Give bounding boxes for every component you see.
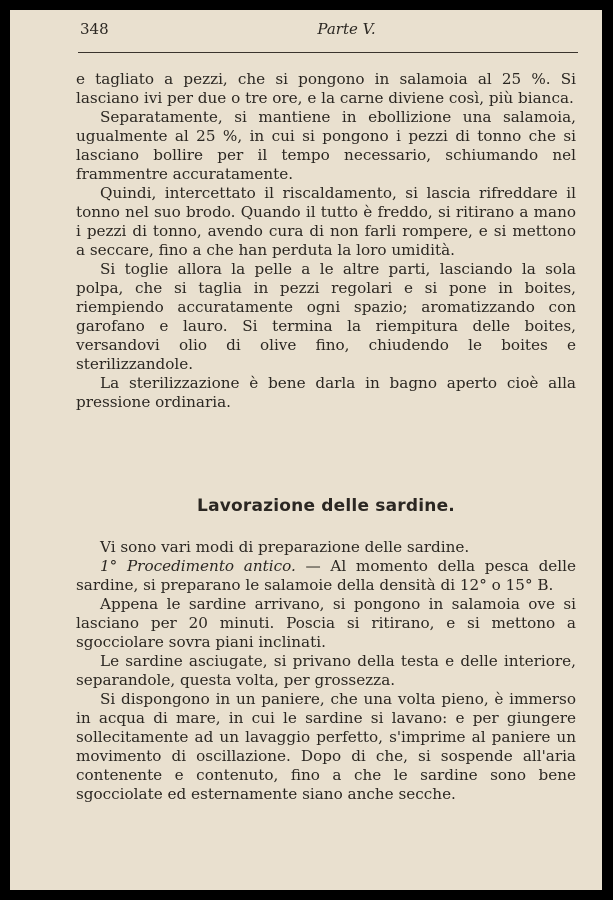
paragraph: Quindi, intercettato il riscaldamento, si lascia rifreddare il tonno nel suo brodo. Quando il tutto è freddo, si ritirano a mano i pezzi di tonno, avendo cura di non farli rompere, e si mettono a seccare, fino a che han perduta la loro umidità. [76, 184, 576, 259]
procedure-text: — Al momento della pesca delle sardine, si preparano le salamoie della densità di 12° o 15° B. [76, 557, 576, 594]
paragraph: e tagliato a pezzi, che si pongono in salamoia al 25 %. Si lasciano ivi per due o tre ore, e la carne diviene così, più bianca. [76, 70, 576, 107]
book-page [10, 10, 602, 890]
procedure-label: 1° Procedimento antico. [100, 557, 296, 575]
running-title: Parte V. [317, 20, 376, 38]
paragraph: Separatamente, si mantiene in ebollizione una salamoia, ugualmente al 25 %, in cui si pongono i pezzi di tonno che si lasciano bollire per il tempo necessario, schiumando nel frammentre accuratamente. [76, 108, 576, 183]
page-number: 348 [80, 20, 109, 38]
paragraph: La sterilizzazione è bene darla in bagno aperto cioè alla pressione ordinaria. [76, 374, 576, 411]
paragraph: Si toglie allora la pelle a le altre parti, lasciando la sola polpa, che si taglia in pezzi regolari e si pone in boites, riempiendo accuratamente ogni spazio; aromatizzando con garofano e lauro. Si termina la riempitura delle boites, versandovi olio di olive fino, chiudendo le boites e sterilizzandole. [76, 260, 576, 373]
section-heading: Lavorazione delle sardine. [197, 496, 455, 516]
section-tonno-text [76, 70, 576, 412]
header-rule [78, 52, 578, 53]
running-head [74, 20, 579, 44]
section-sardine-text [76, 538, 576, 804]
intro-paragraph: Vi sono vari modi di preparazione delle sardine. [100, 538, 470, 556]
paragraph: Le sardine asciugate, si privano della testa e delle interiore, separandole, questa volta, per grossezza. [76, 652, 576, 689]
paragraph: Si dispongono in un paniere, che una volta pieno, è immerso in acqua di mare, in cui le sardine si lavano: e per giungere sollecitamente ad un lavaggio perfetto, s'imprime al paniere un movimento di oscillazione. Dopo di che, si sospende all'aria contenente e contenuto, fino a che le sardine sono bene sgocciolate ed esternamente siano anche secche. [76, 690, 576, 803]
paragraph: Appena le sardine arrivano, si pongono in salamoia ove si lasciano per 20 minuti. Poscia si ritirano, e si mettono a sgocciolare sovra piani inclinati. [76, 595, 576, 651]
procedure-paragraph [76, 557, 576, 595]
